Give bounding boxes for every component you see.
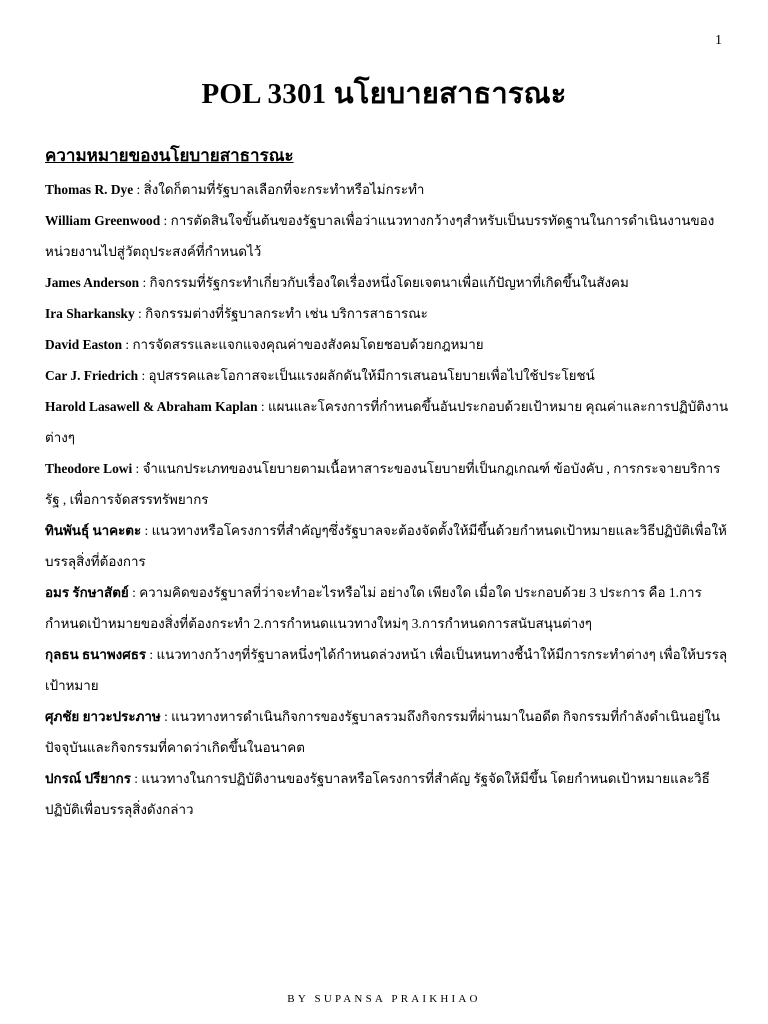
definition-text: : แนวทางกว้างๆที่รัฐบาลหนึ่งๆได้กำหนดล่วงหน้า เพื่อเป็นหนทางชี้นำให้มีการกระทำต่างๆ เพื่อให้บรรลุเป้าหมาย — [45, 647, 728, 693]
definition-item — [45, 639, 730, 701]
definition-author: David Easton — [45, 337, 123, 352]
definition-item — [45, 205, 730, 267]
definition-author: ทินพันธุ์ นาคะตะ — [45, 523, 142, 538]
footer-author: BY SUPANSA PRAIKHIAO — [287, 993, 481, 1005]
definition-author: William Greenwood — [45, 213, 161, 228]
definition-author: Theodore Lowi — [45, 461, 133, 476]
definition-item — [45, 701, 730, 763]
definition-item — [45, 453, 730, 515]
definition-text: : แนวทางหรือโครงการที่สำคัญๆซึ่งรัฐบาลจะต้องจัดตั้งให้มีขึ้นด้วยกำหนดเป้าหมายและวิธีปฏิบัติเพื่อให้บรรลุสิ่งที่ต้องการ — [45, 523, 727, 569]
definition-text: : จำแนกประเภทของนโยบายตามเนื้อหาสาระของนโยบายที่เป็นกฎเกณฑ์ ข้อบังคับ , การกระจายบริการรัฐ , เพื่อการจัดสรรทรัพยากร — [45, 461, 721, 507]
definition-text: : แนวทางในการปฏิบัติงานของรัฐบาลหรือโครงการที่สำคัญ รัฐจัดให้มีขึ้น โดยกำหนดเป้าหมายและวิธีปฏิบัติเพื่อบรรลุสิ่งดังกล่าว — [45, 771, 710, 817]
section-heading: ความหมายของนโยบายสาธารณะ — [45, 146, 294, 165]
definition-item — [45, 577, 730, 639]
definition-text: : การจัดสรรและแจกแจงคุณค่าของสังคมโดยชอบด้วยกฎหมาย — [122, 337, 484, 352]
definition-author: Thomas R. Dye — [45, 182, 134, 197]
definition-author: Harold Lasawell & Abraham Kaplan — [45, 399, 258, 414]
definition-text: : กิจกรรมต่างที่รัฐบาลกระทำ เช่น บริการสาธารณะ — [134, 306, 428, 321]
definition-author: ปกรณ์ ปรียากร — [45, 771, 131, 786]
definition-item — [45, 360, 730, 391]
definition-list — [45, 174, 730, 825]
definition-author: กุลธน ธนาพงศธร — [45, 647, 147, 662]
definition-author: Ira Sharkansky — [45, 306, 135, 321]
definition-author: James Anderson — [45, 275, 140, 290]
definition-item — [45, 515, 730, 577]
definition-item — [45, 391, 730, 453]
definition-author: Car J. Friedrich — [45, 368, 139, 383]
definition-text: : กิจกรรมที่รัฐกระทำเกี่ยวกับเรื่องใดเรื่องหนึ่งโดยเจตนาเพื่อแก้ปัญหาที่เกิดขึ้นในสังคม — [139, 275, 629, 290]
definition-text: : แนวทางหารดำเนินกิจการของรัฐบาลรวมถึงกิจกรรมที่ผ่านมาในอดีต กิจกรรมที่กำลังดำเนินอยู่ในปัจจุบันและกิจกรรมที่คาดว่าเกิดขึ้นในอนาคต — [45, 709, 721, 755]
definition-author: ศุภชัย ยาวะประภาษ — [45, 709, 161, 724]
definition-item — [45, 329, 730, 360]
definition-text: : ความคิดของรัฐบาลที่ว่าจะทำอะไรหรือไม่ อย่างใด เพียงใด เมื่อใด ประกอบด้วย 3 ประการ คือ 1.การกำหนดเป้าหมายของสิ่งที่ต้องกระทำ 2.การกำหนดแนวทางใหม่ๆ 3.การกำหนดการสนับสนุนต่างๆ — [45, 585, 702, 631]
definition-text: : อุปสรรคและโอกาสจะเป็นแรงผลักดันให้มีการเสนอนโยบายเพื่อไปใช้ประโยชน์ — [138, 368, 595, 383]
definition-text: : สิ่งใดก็ตามที่รัฐบาลเลือกที่จะกระทำหรือไม่กระทำ — [133, 182, 425, 197]
page-title: POL 3301 นโยบายสาธารณะ — [201, 78, 567, 110]
definition-item — [45, 174, 730, 205]
definition-item — [45, 763, 730, 825]
definition-item — [45, 298, 730, 329]
definition-text: : แผนและโครงการที่กำหนดขึ้นอันประกอบด้วยเป้าหมาย คุณค่าและการปฏิบัติงานต่างๆ — [45, 399, 729, 445]
page-number: 1 — [715, 33, 722, 48]
definition-item — [45, 267, 730, 298]
definition-text: : การตัดสินใจขั้นต้นของรัฐบาลเพื่อว่าแนวทางกว้างๆสำหรับเป็นบรรทัดฐานในการดำเนินงานของหน่วยงานไปสู่วัตถุประสงค์ที่กำหนดไว้ — [45, 213, 715, 259]
definition-author: อมร รักษาสัตย์ — [45, 585, 129, 600]
